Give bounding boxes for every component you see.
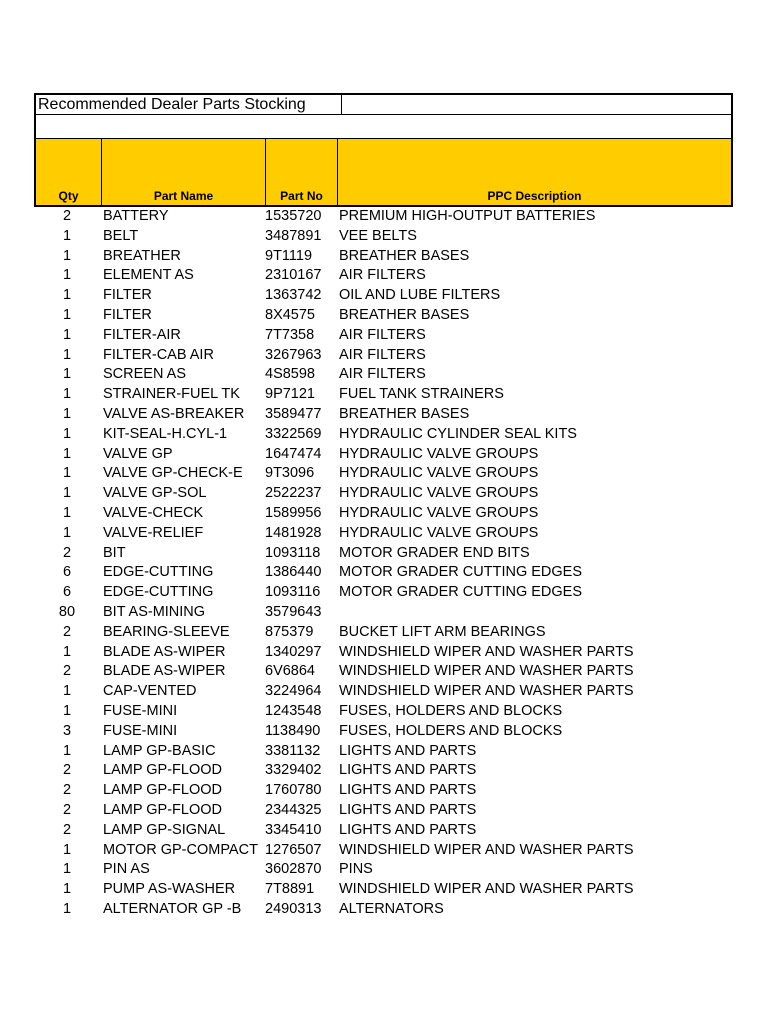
- header-part-no: Part No: [266, 139, 338, 205]
- qty-cell: 1: [62, 485, 72, 502]
- part-name-cell: VALVE-RELIEF: [103, 524, 204, 541]
- part-name-cell: CAP-VENTED: [103, 683, 197, 700]
- part-name-cell: FILTER-CAB AIR: [103, 346, 214, 363]
- part-name-cell: BREATHER: [103, 247, 181, 264]
- part-no-cell: 1243548: [265, 702, 322, 719]
- ppc-description-cell: [336, 603, 733, 623]
- ppc-description-cell: AIR FILTERS: [339, 267, 426, 284]
- qty-cell: 1: [62, 227, 72, 244]
- part-name-cell: VALVE GP-CHECK-E: [103, 465, 243, 482]
- part-no-cell: 3329402: [265, 762, 322, 779]
- ppc-description-cell: VEE BELTS: [339, 227, 417, 244]
- part-no-cell: 1363742: [265, 287, 322, 304]
- ppc-description-cell: BREATHER BASES: [339, 247, 470, 264]
- qty-cell: 1: [62, 405, 72, 422]
- part-name-cell: EDGE-CUTTING: [103, 564, 214, 581]
- parts-table-body: [34, 207, 733, 920]
- qty-cell: 2: [62, 762, 72, 779]
- qty-cell: 1: [62, 643, 72, 660]
- part-no-cell: 9T3096: [265, 465, 315, 482]
- table-row: [34, 821, 733, 841]
- part-no-cell: 9P7121: [265, 386, 315, 403]
- part-name-cell: BEARING-SLEEVE: [103, 623, 230, 640]
- part-name-cell: LAMP GP-FLOOD: [103, 782, 222, 799]
- table-row: [34, 524, 733, 544]
- part-no-cell: 1647474: [265, 445, 322, 462]
- table-row: [34, 504, 733, 524]
- part-no-cell: 3345410: [265, 821, 322, 838]
- part-no-cell: 1138490: [265, 722, 321, 739]
- qty-cell: 3: [62, 722, 72, 739]
- part-name-cell: BELT: [103, 227, 139, 244]
- part-no-cell: 8X4575: [265, 306, 315, 323]
- part-no-cell: 9T1119: [265, 247, 313, 264]
- qty-cell: 1: [62, 900, 72, 917]
- part-name-cell: BLADE AS-WIPER: [103, 663, 226, 680]
- part-name-cell: FUSE-MINI: [103, 722, 178, 739]
- table-row: [34, 781, 733, 801]
- table-row: [34, 583, 733, 603]
- ppc-description-cell: LIGHTS AND PARTS: [339, 801, 477, 818]
- part-name-cell: LAMP GP-BASIC: [103, 742, 216, 759]
- qty-cell: 1: [62, 386, 72, 403]
- part-name-cell: BIT AS-MINING: [103, 603, 206, 620]
- qty-cell: 1: [62, 861, 72, 878]
- table-row: [34, 445, 733, 465]
- table-row: [34, 484, 733, 504]
- ppc-description-cell: BREATHER BASES: [339, 306, 470, 323]
- ppc-description-cell: WINDSHIELD WIPER AND WASHER PARTS: [339, 881, 634, 898]
- header-part-name: Part Name: [102, 139, 266, 205]
- part-no-cell: 3224964: [265, 683, 322, 700]
- qty-cell: 1: [62, 702, 72, 719]
- part-no-cell: 1276507: [265, 841, 322, 858]
- qty-cell: 6: [62, 584, 72, 601]
- qty-cell: 2: [62, 663, 72, 680]
- part-name-cell: LAMP GP-FLOOD: [103, 762, 222, 779]
- table-row: [34, 900, 733, 920]
- table-row: [34, 742, 733, 762]
- table-row: [34, 464, 733, 484]
- part-name-cell: ALTERNATOR GP -B: [103, 900, 242, 917]
- part-name-cell: BLADE AS-WIPER: [103, 643, 226, 660]
- ppc-description-cell: LIGHTS AND PARTS: [339, 821, 477, 838]
- qty-cell: 1: [62, 465, 72, 482]
- ppc-description-cell: OIL AND LUBE FILTERS: [339, 287, 501, 304]
- qty-cell: 1: [62, 267, 72, 284]
- part-no-cell: 1535720: [265, 208, 322, 224]
- qty-cell: 1: [62, 346, 72, 363]
- ppc-description-cell: WINDSHIELD WIPER AND WASHER PARTS: [339, 643, 634, 660]
- part-name-cell: FUSE-MINI: [103, 702, 178, 719]
- qty-cell: 2: [62, 544, 72, 561]
- table-row: [34, 385, 733, 405]
- table-row: [34, 702, 733, 722]
- part-name-cell: PUMP AS-WASHER: [103, 881, 236, 898]
- part-name-cell: FILTER: [103, 306, 152, 323]
- part-no-cell: 1481928: [265, 524, 322, 541]
- header-ppc-description: PPC Description: [487, 189, 582, 203]
- table-row: [34, 346, 733, 366]
- part-name-cell: STRAINER-FUEL TK: [103, 386, 240, 403]
- qty-cell: 1: [62, 742, 72, 759]
- part-name-cell: SCREEN AS: [103, 366, 186, 383]
- part-name-cell: VALVE GP-SOL: [103, 485, 207, 502]
- ppc-description-cell: AIR FILTERS: [339, 366, 426, 383]
- part-no-cell: 3602870: [265, 861, 322, 878]
- ppc-description-cell: FUSES, HOLDERS AND BLOCKS: [339, 702, 563, 719]
- ppc-description-cell: AIR FILTERS: [339, 346, 426, 363]
- part-no-cell: 3267963: [265, 346, 322, 363]
- header-qty: Qty: [36, 139, 102, 205]
- ppc-description-cell: MOTOR GRADER CUTTING EDGES: [339, 584, 583, 601]
- part-no-cell: 3381132: [265, 742, 321, 759]
- part-name-cell: VALVE-CHECK: [103, 504, 204, 521]
- qty-cell: 2: [62, 782, 72, 799]
- qty-cell: 1: [62, 504, 72, 521]
- ppc-description-cell: WINDSHIELD WIPER AND WASHER PARTS: [339, 683, 634, 700]
- qty-cell: 1: [62, 841, 72, 858]
- title-row: [34, 93, 733, 115]
- part-no-cell: 2490313: [265, 900, 322, 917]
- qty-cell: 1: [62, 524, 72, 541]
- ppc-description-cell: MOTOR GRADER CUTTING EDGES: [339, 564, 583, 581]
- qty-cell: 1: [62, 247, 72, 264]
- qty-cell: 2: [62, 821, 72, 838]
- part-no-cell: 3487891: [265, 227, 322, 244]
- sheet-title: Recommended Dealer Parts Stocking: [36, 95, 342, 114]
- qty-cell: 1: [62, 366, 72, 383]
- part-name-cell: PIN AS: [103, 861, 150, 878]
- ppc-description-cell: MOTOR GRADER END BITS: [339, 544, 530, 561]
- qty-cell: 1: [62, 445, 72, 462]
- qty-cell: 80: [58, 603, 76, 620]
- part-no-cell: 1093116: [265, 584, 321, 601]
- ppc-description-cell: PREMIUM HIGH-OUTPUT BATTERIES: [339, 208, 596, 224]
- ppc-description-cell: HYDRAULIC VALVE GROUPS: [339, 445, 539, 462]
- qty-cell: 2: [62, 801, 72, 818]
- part-no-cell: 2344325: [265, 801, 322, 818]
- ppc-description-cell: PINS: [339, 861, 373, 878]
- table-row: [34, 286, 733, 306]
- table-row: [34, 662, 733, 682]
- table-row: [34, 306, 733, 326]
- table-row: [34, 544, 733, 564]
- ppc-description-cell: HYDRAULIC VALVE GROUPS: [339, 465, 539, 482]
- qty-cell: 2: [62, 208, 72, 224]
- qty-cell: 1: [62, 425, 72, 442]
- table-row: [34, 603, 733, 623]
- ppc-description-cell: LIGHTS AND PARTS: [339, 782, 477, 799]
- part-no-cell: 1760780: [265, 782, 322, 799]
- ppc-description-cell: BREATHER BASES: [339, 405, 470, 422]
- part-no-cell: 3322569: [265, 425, 322, 442]
- table-row: [34, 722, 733, 742]
- table-row: [34, 860, 733, 880]
- qty-cell: 2: [62, 623, 72, 640]
- table-row: [34, 682, 733, 702]
- part-name-cell: ELEMENT AS: [103, 267, 194, 284]
- header-row: [34, 139, 733, 207]
- part-name-cell: KIT-SEAL-H.CYL-1: [103, 425, 228, 442]
- table-row: [34, 266, 733, 286]
- part-no-cell: 6V6864: [265, 663, 315, 680]
- ppc-description-cell: ALTERNATORS: [339, 900, 444, 917]
- ppc-description-cell: HYDRAULIC VALVE GROUPS: [339, 504, 539, 521]
- part-name-cell: BATTERY: [103, 208, 169, 224]
- part-no-cell: 1340297: [265, 643, 322, 660]
- table-row: [34, 643, 733, 663]
- blank-row: [34, 115, 733, 139]
- ppc-description-cell: HYDRAULIC VALVE GROUPS: [339, 524, 539, 541]
- part-name-cell: LAMP GP-FLOOD: [103, 801, 222, 818]
- table-row: [34, 623, 733, 643]
- table-row: [34, 207, 733, 227]
- part-no-cell: 4S8598: [265, 366, 315, 383]
- ppc-description-cell: WINDSHIELD WIPER AND WASHER PARTS: [339, 841, 634, 858]
- part-name-cell: VALVE GP: [103, 445, 173, 462]
- part-no-cell: 3579643: [265, 603, 322, 620]
- ppc-description-cell: LIGHTS AND PARTS: [339, 742, 477, 759]
- part-no-cell: 7T7358: [265, 326, 315, 343]
- title-blank-cell: [342, 95, 731, 114]
- part-name-cell: MOTOR GP-COMPACT: [103, 841, 258, 858]
- table-row: [34, 405, 733, 425]
- ppc-description-cell: WINDSHIELD WIPER AND WASHER PARTS: [339, 663, 634, 680]
- part-no-cell: 2522237: [265, 485, 322, 502]
- ppc-description-cell: AIR FILTERS: [339, 326, 426, 343]
- part-no-cell: 875379: [265, 623, 314, 640]
- table-row: [34, 425, 733, 445]
- part-name-cell: FILTER: [103, 287, 152, 304]
- part-no-cell: 2310167: [265, 267, 322, 284]
- qty-cell: 1: [62, 326, 72, 343]
- qty-cell: 1: [62, 306, 72, 323]
- part-name-cell: LAMP GP-SIGNAL: [103, 821, 226, 838]
- table-row: [34, 365, 733, 385]
- part-name-cell: EDGE-CUTTING: [103, 584, 214, 601]
- part-no-cell: 1093118: [265, 544, 321, 561]
- parts-sheet: [34, 93, 733, 920]
- part-name-cell: FILTER-AIR: [103, 326, 181, 343]
- ppc-description-cell: BUCKET LIFT ARM BEARINGS: [339, 623, 546, 640]
- table-row: [34, 227, 733, 247]
- table-row: [34, 326, 733, 346]
- table-row: [34, 880, 733, 900]
- table-row: [34, 761, 733, 781]
- table-row: [34, 563, 733, 583]
- ppc-description-cell: FUEL TANK STRAINERS: [339, 386, 504, 403]
- part-no-cell: 7T8891: [265, 881, 315, 898]
- part-no-cell: 1386440: [265, 564, 322, 581]
- part-no-cell: 3589477: [265, 405, 322, 422]
- ppc-description-cell: LIGHTS AND PARTS: [339, 762, 477, 779]
- part-name-cell: BIT: [103, 544, 126, 561]
- qty-cell: 1: [62, 881, 72, 898]
- ppc-description-cell: HYDRAULIC VALVE GROUPS: [339, 485, 539, 502]
- ppc-description-cell: HYDRAULIC CYLINDER SEAL KITS: [339, 425, 577, 442]
- qty-cell: 1: [62, 683, 72, 700]
- part-name-cell: VALVE AS-BREAKER: [103, 405, 245, 422]
- table-row: [34, 247, 733, 267]
- qty-cell: 6: [62, 564, 72, 581]
- part-no-cell: 1589956: [265, 504, 322, 521]
- qty-cell: 1: [62, 287, 72, 304]
- ppc-description-cell: FUSES, HOLDERS AND BLOCKS: [339, 722, 563, 739]
- table-row: [34, 801, 733, 821]
- table-row: [34, 841, 733, 861]
